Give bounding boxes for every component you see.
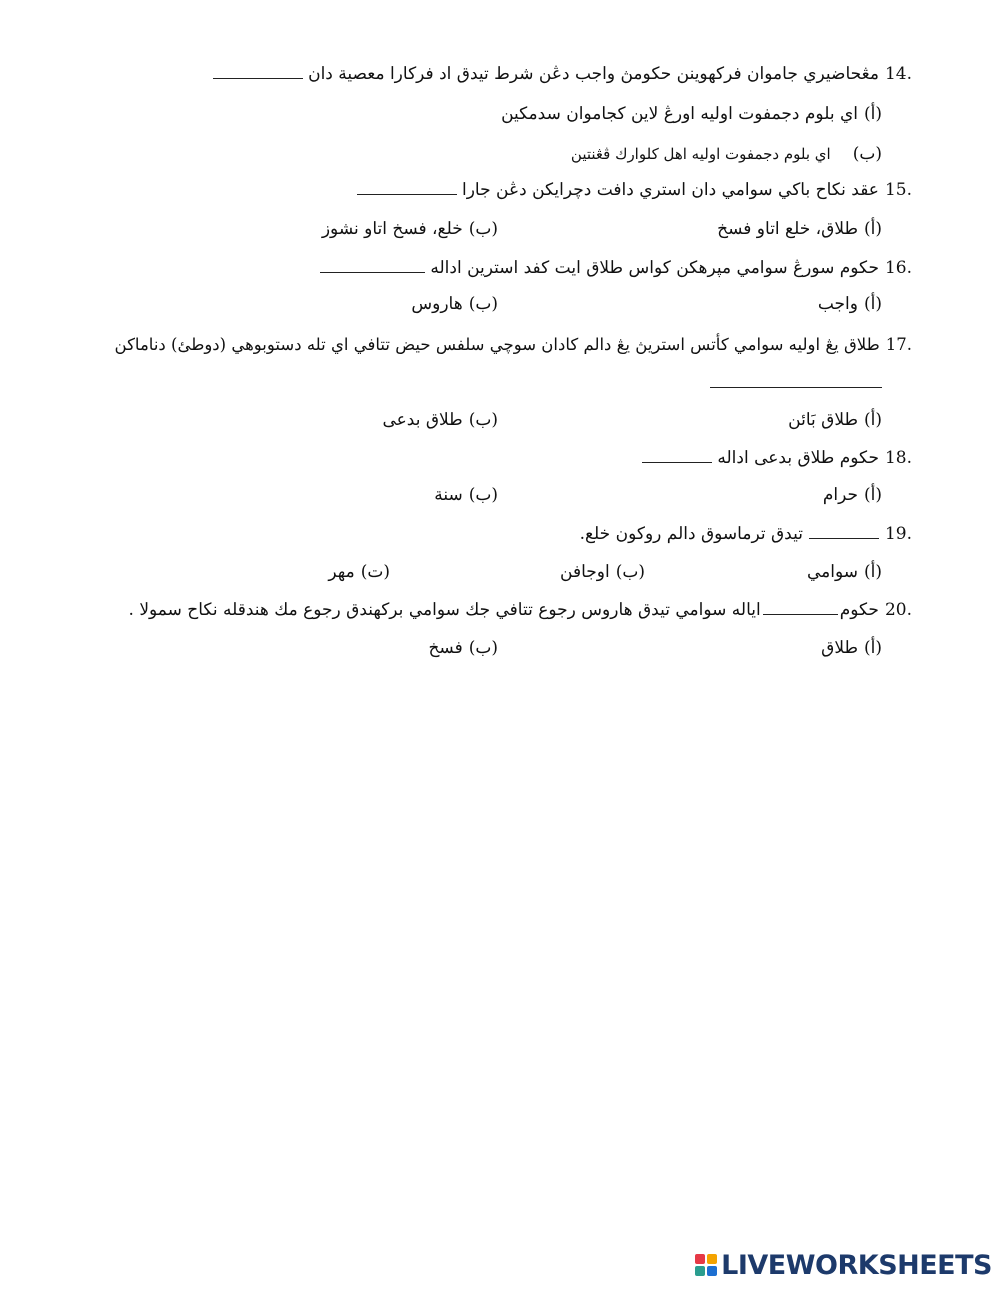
answer-blank[interactable] <box>763 600 838 615</box>
logo-icon <box>695 1254 717 1276</box>
question-19 <box>80 522 912 546</box>
option-label: (أ) <box>864 219 882 239</box>
option-b[interactable] <box>411 292 498 316</box>
question-number: 18. <box>884 448 912 468</box>
option-text: طلاق بَائن <box>788 410 858 430</box>
question-18 <box>80 446 912 470</box>
answer-blank[interactable] <box>320 258 425 273</box>
option-text: اي بلوم دجمفوت اوليه اهل كلوارك ڤڠنتين <box>570 145 831 163</box>
option-a[interactable] <box>788 408 882 432</box>
logo-cell <box>707 1266 717 1276</box>
answer-blank[interactable] <box>710 373 882 388</box>
option-text: فسخ <box>428 638 463 658</box>
option-b[interactable] <box>571 142 882 166</box>
option-label: (أ) <box>864 294 882 314</box>
option-a[interactable] <box>821 636 882 660</box>
liveworksheets-logo <box>695 1247 992 1283</box>
answer-blank[interactable] <box>642 448 712 463</box>
option-label: (ب) <box>468 485 498 505</box>
option-b[interactable] <box>434 483 498 507</box>
option-label: (أ) <box>864 562 882 582</box>
question-text: حكوم سورڠ سوامي مڽرهكن كواس طلاق ايت كفد استرين اداله <box>430 258 879 278</box>
question-number: 16. <box>884 258 912 278</box>
option-text: حرام <box>822 485 858 505</box>
option-label: (ت) <box>360 562 390 582</box>
question-number: 17. <box>885 335 912 354</box>
option-label: (أ) <box>864 638 882 658</box>
logo-cell <box>707 1254 717 1264</box>
option-text: مهر <box>328 562 355 582</box>
option-text: خلع، فسخ اتاو نشوز <box>321 219 463 239</box>
option-label: (ب) <box>468 410 498 430</box>
option-label: (ب) <box>615 562 645 582</box>
question-text: عقد نكاح باكي سوامي دان استري دافت دچرايكن دڠن جارا <box>461 180 879 200</box>
option-a[interactable] <box>823 483 882 507</box>
option-text: طلاق <box>821 638 858 658</box>
question-17 <box>80 333 912 357</box>
option-b[interactable] <box>382 408 498 432</box>
option-text: طلاق بدعى <box>382 410 463 430</box>
question-number: 19. <box>884 524 912 544</box>
answer-blank[interactable] <box>357 180 457 195</box>
option-text: واجب <box>817 294 858 314</box>
option-label: (ب) <box>468 638 498 658</box>
question-text: حكوم طلاق بدعى اداله <box>717 448 879 468</box>
option-text: هاروس <box>411 294 463 314</box>
option-label: (أ) <box>864 485 882 505</box>
option-text: اي بلوم دجمفوت اوليه اورڠ لاين كجاموان سدمكين <box>501 104 858 124</box>
question-text: تيدق ترماسوق دالم روكون خلع. <box>579 524 803 544</box>
option-label: (أ) <box>864 104 882 124</box>
option-c[interactable] <box>328 560 390 584</box>
option-text: اوجافن <box>560 562 610 582</box>
brand-name: LIVEWORKSHEETS <box>721 1249 992 1281</box>
question-text: طلاق يڠ اوليه سوامي كأتس استريڽ يڠ دالم كادان سوچي سلفس حيض تتافي اي تله دستوبوهي (دوطئ) دناماكن <box>114 335 880 354</box>
option-text: سنة <box>434 485 463 505</box>
option-label: (ب) <box>852 144 882 164</box>
question-16 <box>80 256 912 280</box>
option-a[interactable] <box>818 292 882 316</box>
option-text: طلاق، خلع اتاو فسخ <box>717 219 858 239</box>
option-label: (ب) <box>468 219 498 239</box>
answer-blank[interactable] <box>809 524 879 539</box>
logo-cell <box>695 1266 705 1276</box>
question-15 <box>80 178 912 202</box>
option-b[interactable] <box>322 217 498 241</box>
option-b[interactable] <box>428 636 498 660</box>
question-text: اياله سوامي تيدق هاروس رجوع تتافي جك سوامي بركهندق رجوع مك هندقله نكاح سمولا . <box>128 600 761 620</box>
question-text: حكوم <box>839 600 879 620</box>
question-20 <box>80 598 912 622</box>
option-b[interactable] <box>560 560 645 584</box>
question-text: مڠحاضيري جاموان فركهوينن حكومڽ واجب دڠن شرط تيدق اد فركارا معصية دان <box>308 64 879 84</box>
option-label: (أ) <box>864 410 882 430</box>
answer-blank[interactable] <box>213 64 303 79</box>
question-14 <box>80 62 912 86</box>
option-a[interactable] <box>807 560 882 584</box>
question-number: 15. <box>884 180 912 200</box>
logo-cell <box>695 1254 705 1264</box>
option-a[interactable] <box>501 102 882 126</box>
question-number: 20. <box>884 600 912 620</box>
question-number: 14. <box>884 64 912 84</box>
option-label: (ب) <box>468 294 498 314</box>
option-a[interactable] <box>717 217 882 241</box>
option-text: سوامي <box>806 562 858 582</box>
